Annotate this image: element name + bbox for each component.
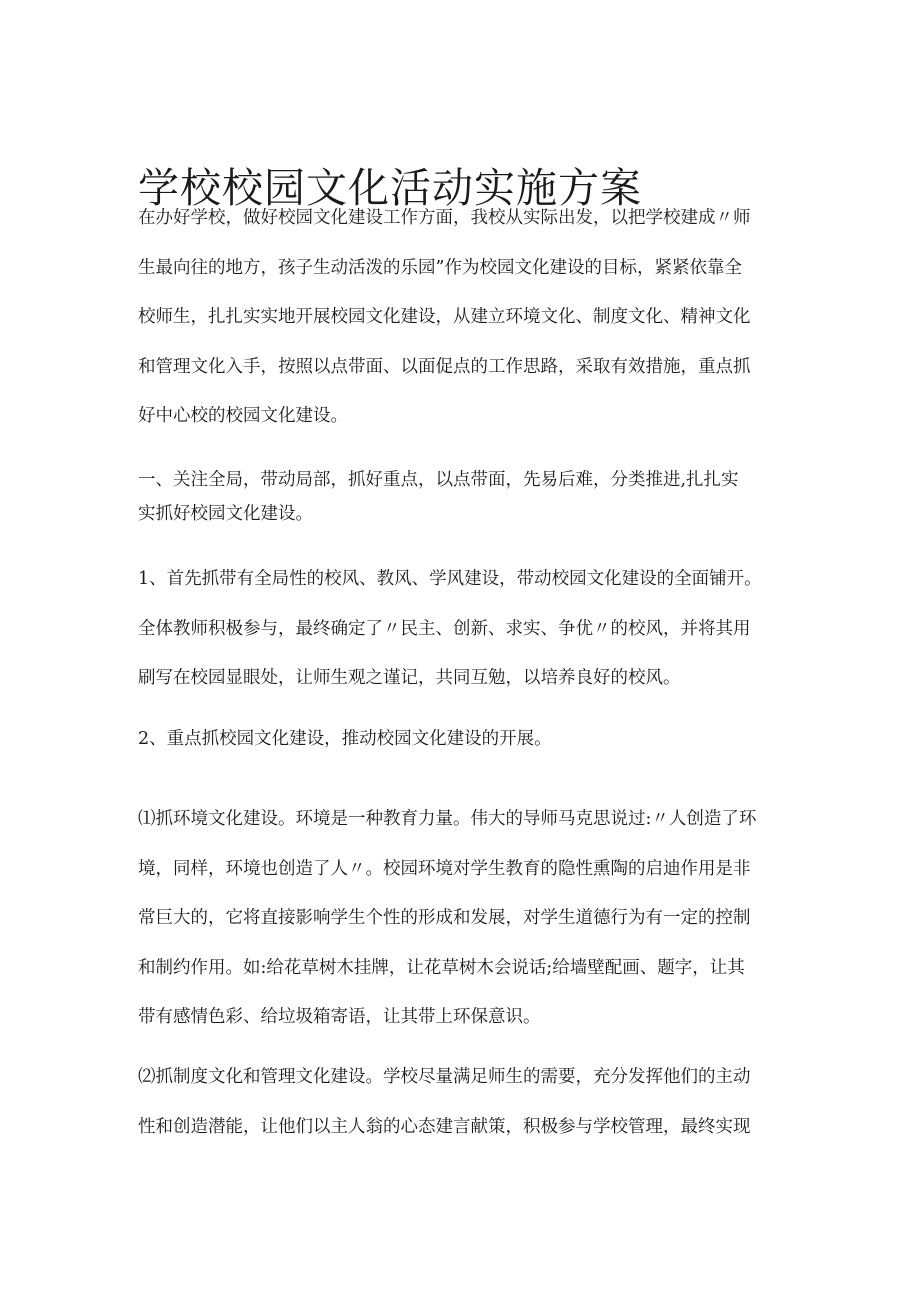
text-line: 常巨大的，它将直接影响学生个性的形成和发展，对学生道德行为有一定的控制	[138, 908, 751, 929]
text-line: 境，同样，环境也创造了人〃。校园环境对学生教育的隐性熏陶的启迪作用是非	[138, 858, 751, 879]
text-line: 刷写在校园显眼处，让师生观之谨记，共同互勉，以培养良好的校风。	[138, 668, 681, 689]
section-heading-1	[138, 463, 788, 531]
text-line: 和制约作用。如:给花草树木挂牌，让花草树木会说话;给墙壁配画、题字，让其	[138, 957, 745, 978]
sub-item-2-paragraph	[138, 1053, 788, 1152]
text-line: 好中心校的校园文化建设。	[138, 406, 348, 427]
text-line: 在办好学校，做好校园文化建设工作方面，我校从实际出发，以把学校建成〃师	[138, 208, 751, 228]
text-line: 实抓好校园文化建设。	[138, 504, 313, 524]
item-2-paragraph	[138, 715, 788, 765]
text-line: ⑵抓制度文化和管理文化建设。学校尽量满足师生的需要，充分发挥他们的主动	[138, 1067, 751, 1087]
text-line: 生最向往的地方，孩子生动活泼的乐园”作为校园文化建设的目标，紧紧依靠全	[138, 257, 742, 278]
text-line: 一、关注全局，带动局部，抓好重点，以点带面，先易后难，分类推进,扎扎实	[138, 470, 739, 490]
text-line: 性和创造潜能，让他们以主人翁的心态建言献策，积极参与学校管理，最终实现	[138, 1116, 751, 1137]
intro-paragraph	[138, 194, 788, 442]
item-1-paragraph	[138, 555, 788, 704]
text-line: 1、首先抓带有全局性的校风、教风、学风建设，带动校园文化建设的全面铺开。	[138, 569, 762, 589]
document-title: 学校校园文化活动实施方案	[138, 164, 642, 213]
sub-item-1-paragraph	[138, 795, 788, 1043]
text-line: 2、重点抓校园文化建设，推动校园文化建设的开展。	[138, 729, 552, 749]
text-line: 全体教师积极参与，最终确定了〃民主、创新、求实、争优〃的校风，并将其用	[138, 618, 751, 639]
text-line: 带有感情色彩、给垃圾箱寄语，让其带上环保意识。	[138, 1007, 541, 1028]
text-line: 校师生，扎扎实实地开展校园文化建设，从建立环境文化、制度文化、精神文化	[138, 307, 751, 328]
text-line: ⑴抓环境文化建设。环境是一种教育力量。伟大的导师马克思说过:〃人创造了环	[138, 809, 757, 829]
text-line: 和管理文化入手，按照以点带面、以面促点的工作思路，采取有效措施，重点抓	[138, 356, 751, 377]
